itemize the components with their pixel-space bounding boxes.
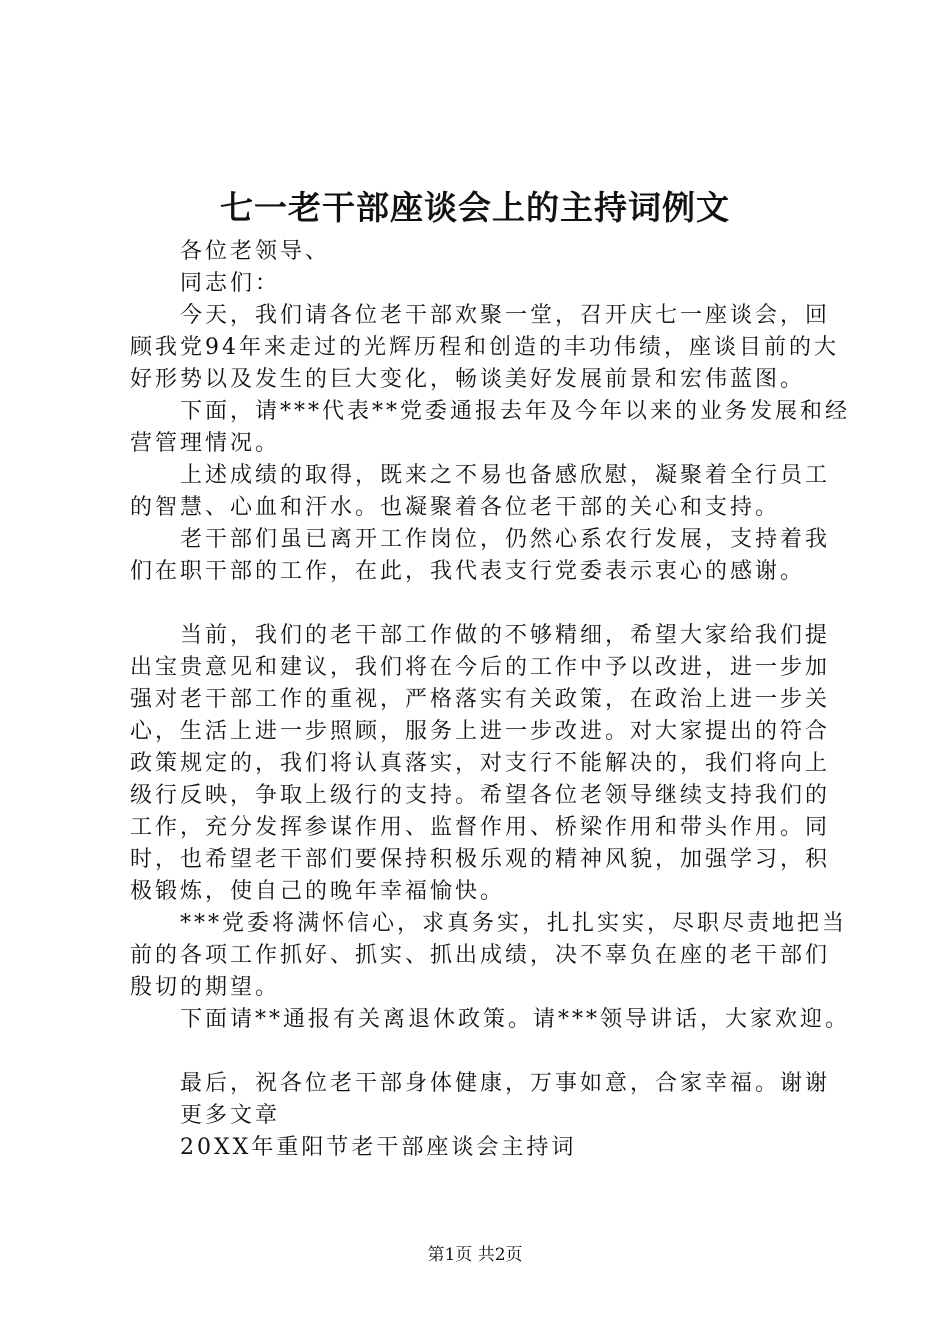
paragraph-report-request: 下面，请***代表**党委通报去年及今年以来的业务发展和经营管理情况。: [130, 399, 851, 456]
page-number: 第1页 共2页: [427, 1245, 523, 1265]
paragraph-achievements: 上述成绩的取得，既来之不易也备感欣慰，凝聚着全行员工的智慧、心血和汗水。也凝聚着各位老干部的关心和支持。: [130, 463, 831, 520]
paragraph-closing: 最后，祝各位老干部身体健康，万事如意，合家幸福。谢谢: [180, 1071, 831, 1096]
paragraph-opening: 今天，我们请各位老干部欢聚一堂，召开庆七一座谈会，回顾我党94年来走过的光辉历程和创造的丰功伟绩，座谈目前的大好形势以及发生的巨大变化，畅谈美好发展前景和宏伟蓝图。: [130, 303, 839, 392]
paragraph-thanks: 老干部们虽已离开工作岗位，仍然心系农行发展，支持着我们在职干部的工作，在此，我代表支行党委表示衷心的感谢。: [130, 527, 831, 584]
blank-line: [130, 588, 850, 620]
document-body: [130, 236, 850, 1164]
blank-line: [130, 1036, 850, 1068]
paragraph-improvements: 当前，我们的老干部工作做的不够精细，希望大家给我们提出宝贵意见和建议，我们将在今后的工作中予以改进，进一步加强对老干部工作的重视，严格落实有关政策，在政治上进一步关心，生活上进一步照顾，服务上进一步改进。对大家提出的符合政策规定的，我们将认真落实，对支行不能解决的，我们将向上级行反映，争取上级行的支持。希望各位老领导继续支持我们的工作，充分发挥参谋作用、监督作用、桥梁作用和带头作用。同时，也希望老干部们要保持积极乐观的精神风貌，加强学习，积极锻炼，使自己的晚年幸福愉快。: [130, 623, 831, 904]
salutation-line-2: 同志们：: [180, 271, 281, 296]
paragraph-commitment: ***党委将满怀信心，求真务实，扎扎实实，尽职尽责地把当前的各项工作抓好、抓实、抓出成绩，决不辜负在座的老干部们殷切的期望。: [130, 911, 848, 1000]
more-article-link[interactable]: 20XX年重阳节老干部座谈会主持词: [180, 1135, 577, 1160]
salutation-line-1: 各位老领导、: [180, 239, 331, 264]
paragraph-agenda: 下面请**通报有关离退休政策。请***领导讲话，大家欢迎。: [180, 1007, 851, 1032]
document-title: 七一老干部座谈会上的主持词例文: [220, 188, 730, 227]
more-articles-label: 更多文章: [180, 1103, 281, 1128]
